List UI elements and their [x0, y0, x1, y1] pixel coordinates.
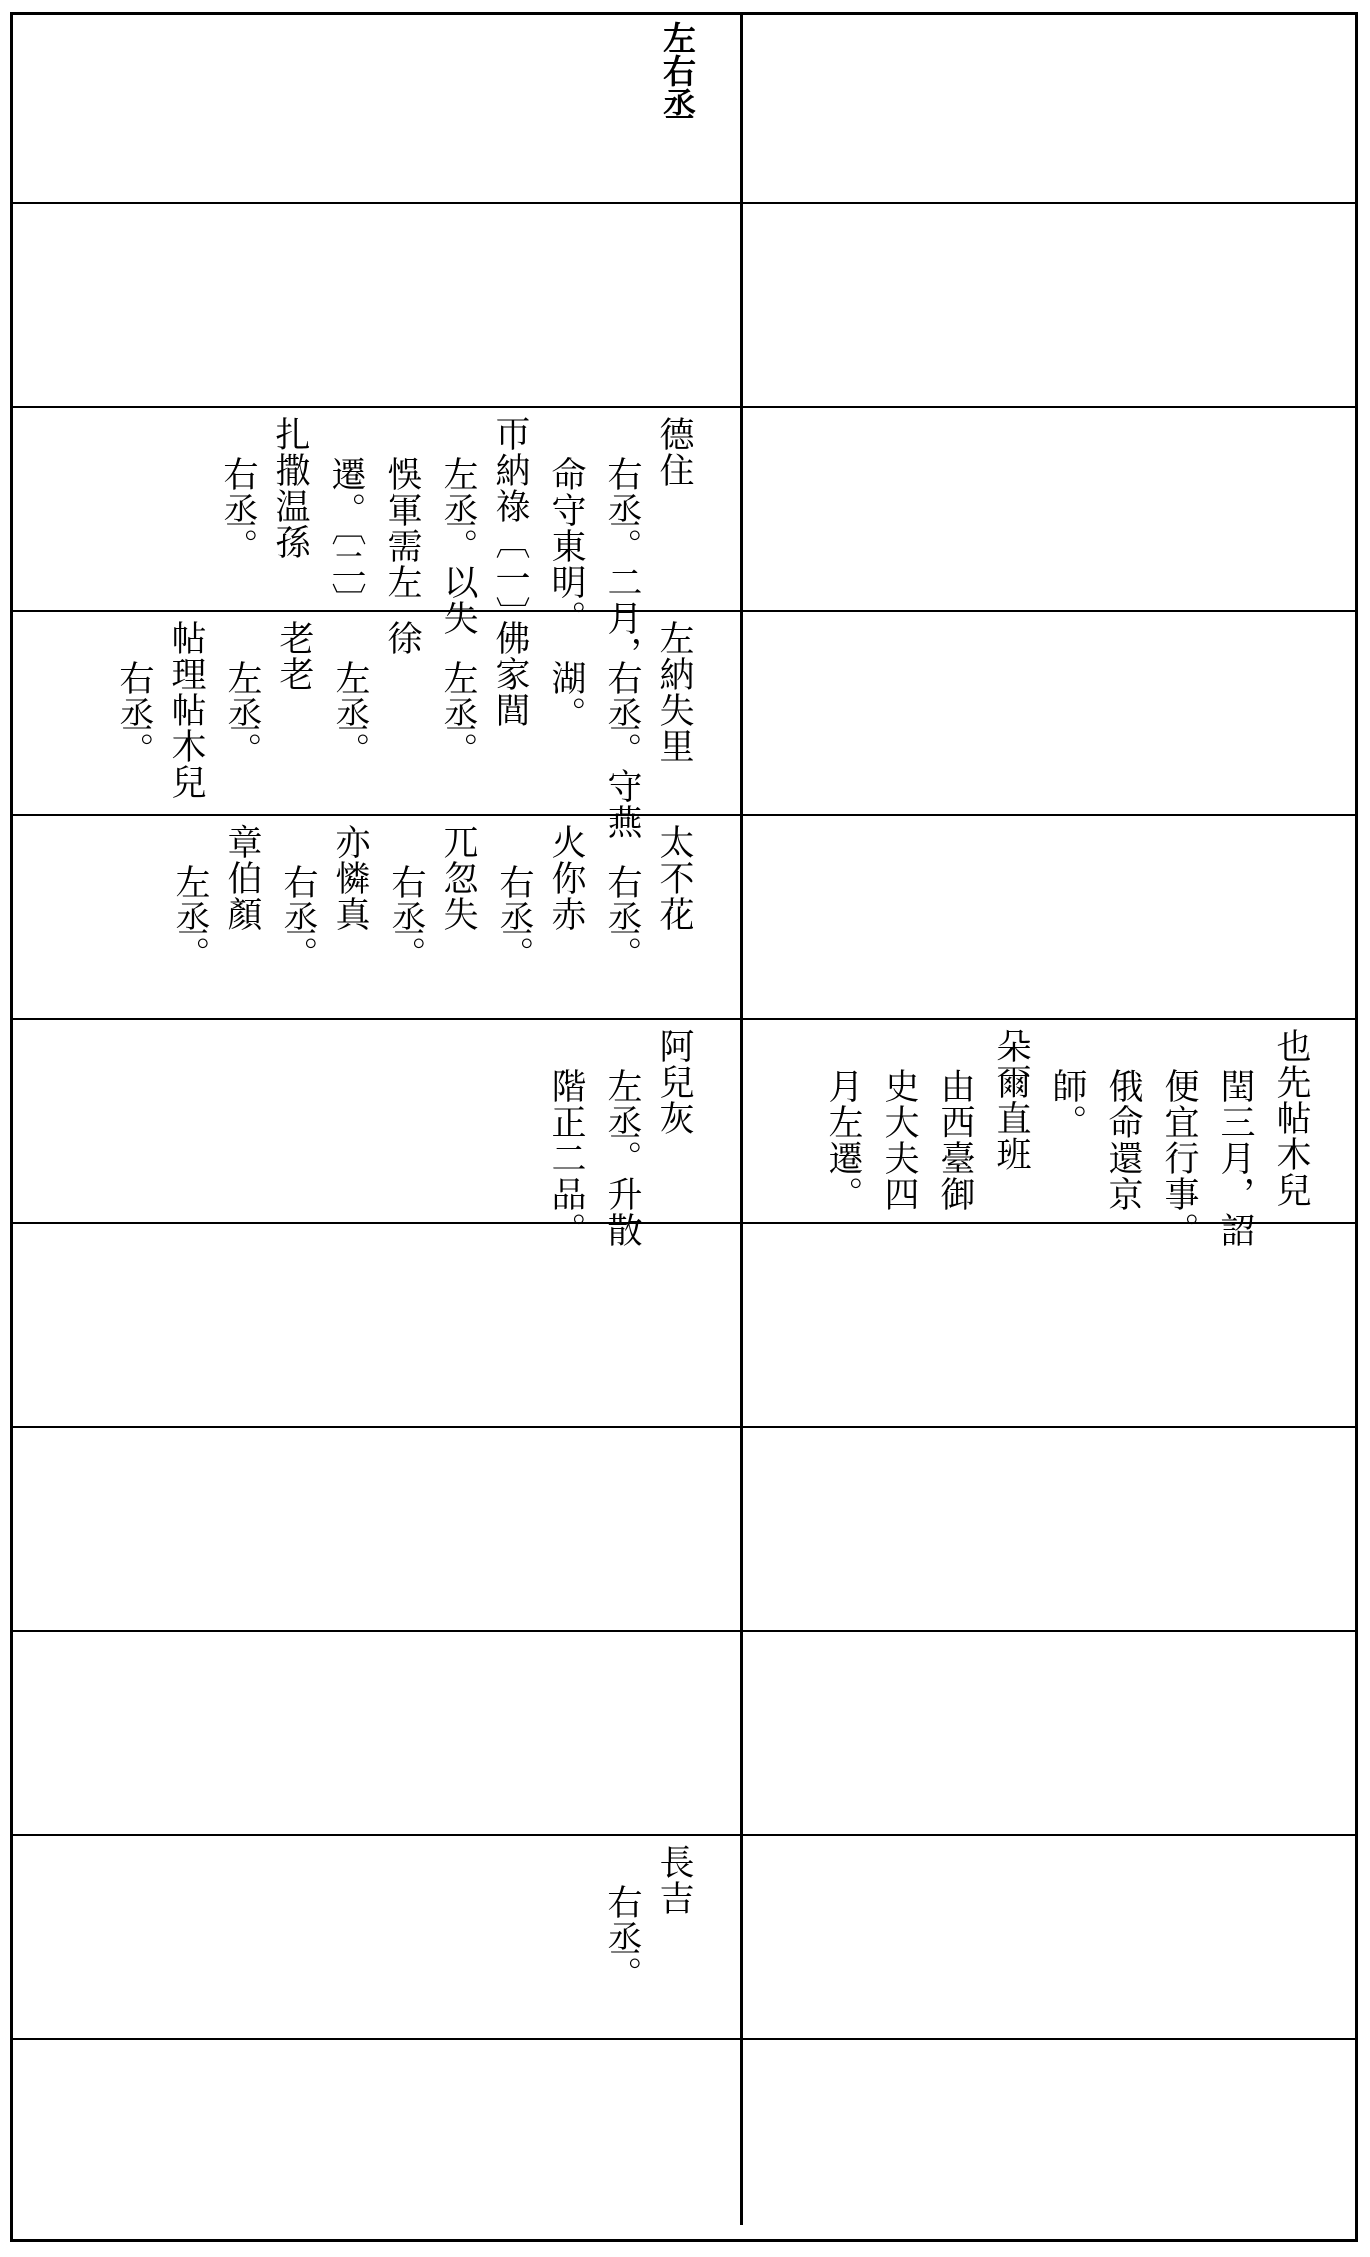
appointment-note: 右丞。 [494, 864, 534, 972]
official-name: 左納失里 [654, 620, 694, 764]
appointment-note: 師。 [1047, 1068, 1087, 1140]
entry-list [596, 1844, 700, 2032]
appointment-note: 左丞。 [330, 660, 370, 768]
official-name: 德住 [654, 416, 694, 488]
right-cell [743, 15, 1355, 202]
appointment-note: 月左遷。 [823, 1068, 863, 1212]
official-entry [1265, 1028, 1317, 1208]
official-entry [1041, 1028, 1093, 1140]
official-name: 太不花 [654, 824, 694, 932]
official-entry [540, 416, 592, 636]
official-entry [216, 620, 320, 768]
official-entry [380, 824, 484, 972]
table-row [13, 202, 1355, 406]
official-name: 兀忽失 [438, 824, 478, 932]
official-entry [488, 824, 592, 972]
entry-list [164, 824, 700, 1012]
right-cell [743, 408, 1355, 610]
appointment-note: 右丞。守燕 [602, 660, 642, 840]
appointment-note: 史大夫四 [879, 1068, 919, 1212]
entry-list [540, 1028, 700, 1248]
official-entry [596, 1028, 700, 1248]
table-row [13, 2038, 1355, 2225]
right-cell [743, 2040, 1355, 2225]
official-name: 朵爾直班 [991, 1028, 1031, 1172]
official-entry [432, 416, 536, 636]
records-table [10, 12, 1358, 2242]
entry-list [108, 620, 700, 840]
table-row [13, 610, 1355, 840]
table-row [13, 1630, 1355, 1834]
official-entry [164, 824, 268, 972]
official-entry [1097, 1028, 1149, 1212]
official-entry [108, 620, 212, 800]
right-cell [743, 1428, 1355, 1630]
entry-list [817, 1028, 1317, 1248]
right-cell [743, 204, 1355, 406]
appointment-note: 閏三月，詔 [1215, 1068, 1255, 1248]
official-entry [320, 416, 372, 619]
official-entry [212, 416, 316, 564]
table-row [13, 1222, 1355, 1426]
appointment-note: 右丞。 [602, 1884, 642, 1992]
table-row [13, 1018, 1355, 1248]
appointment-note: 命守東明。 [546, 456, 586, 636]
official-entry [873, 1028, 925, 1212]
right-cell [743, 1836, 1355, 2038]
official-name: 也先帖木兒 [1271, 1028, 1311, 1208]
left-cell [13, 1428, 743, 1630]
appointment-note: 左丞。 [438, 660, 478, 768]
official-entry [540, 620, 592, 732]
appointment-note: 右丞。 [602, 864, 642, 972]
appointment-note: 階正二品。 [546, 1068, 586, 1248]
appointment-note: 俄命還京 [1103, 1068, 1143, 1212]
official-name: 火你赤 [546, 824, 586, 932]
table-row [13, 1834, 1355, 2038]
appointment-note: 悞軍需左 [382, 456, 422, 600]
official-name: 長吉 [654, 1844, 694, 1916]
appointment-note: 便宜行事。 [1159, 1068, 1199, 1248]
official-entry [540, 1028, 592, 1248]
left-cell [13, 1632, 743, 1834]
left-cell [13, 612, 743, 840]
official-name: 老老 [274, 620, 314, 692]
right-cell [743, 1632, 1355, 1834]
appointment-note: 湖。 [546, 660, 586, 732]
left-cell [13, 1224, 743, 1426]
page-title: 左右丞 [658, 21, 697, 120]
official-name: 佛家閭 [490, 620, 530, 728]
appointment-note: 右丞。二月， [602, 456, 642, 672]
appointment-note: 遷。〔二〕 [326, 456, 366, 619]
official-name: 亦憐真 [330, 824, 370, 932]
official-name: 阿兒灰 [654, 1028, 694, 1136]
appointment-note: 右丞。 [218, 456, 258, 564]
appointment-note: 右丞。 [114, 660, 154, 768]
official-name: 帀納祿〔一〕 [490, 416, 530, 632]
right-cell [743, 612, 1355, 814]
left-cell [13, 1836, 743, 2038]
official-entry [985, 1028, 1037, 1172]
official-entry [272, 824, 376, 972]
appointment-note: 由西臺御 [935, 1068, 975, 1212]
left-cell [13, 1020, 743, 1248]
appointment-note: 左丞。 [170, 864, 210, 972]
official-entry [929, 1028, 981, 1212]
official-entry [596, 1844, 700, 1992]
official-name: 章伯顏 [222, 824, 262, 932]
official-entry [376, 416, 428, 600]
table-row [13, 814, 1355, 1018]
appointment-note: 左丞。升散 [602, 1068, 642, 1248]
table-row [13, 1426, 1355, 1630]
official-entry [324, 620, 428, 768]
official-entry [596, 620, 700, 840]
official-entry [817, 1028, 869, 1212]
left-cell [13, 816, 743, 1018]
appointment-note: 左丞。 [222, 660, 262, 768]
official-entry [596, 824, 700, 972]
right-cell [743, 816, 1355, 1018]
left-cell [13, 204, 743, 406]
appointment-note: 右丞。 [386, 864, 426, 972]
official-entry [1153, 1028, 1205, 1248]
right-cell [743, 1020, 1355, 1248]
right-cell [743, 1224, 1355, 1426]
official-name: 帖理帖木兒 [166, 620, 206, 800]
table-row [13, 15, 1355, 202]
left-cell [13, 2040, 743, 2225]
official-entry [432, 620, 536, 768]
appointment-note: 右丞。 [278, 864, 318, 972]
official-entry [1209, 1028, 1261, 1248]
official-name: 徐 [382, 620, 422, 656]
left-cell [13, 15, 743, 202]
appointment-note: 左丞。以失 [438, 456, 478, 636]
official-name: 扎撒温孫 [270, 416, 310, 560]
